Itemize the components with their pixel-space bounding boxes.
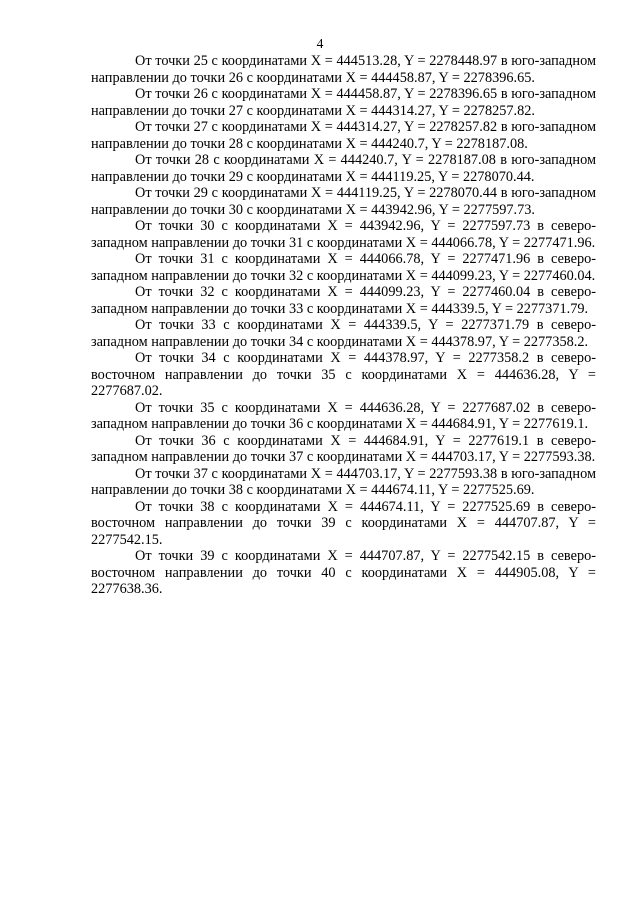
boundary-segment-paragraph: От точки 34 с координатами X = 444378.97, Y = 2277358.2 в северо-восточном направлении до точки 35 с координатами X = 444636.28, Y = 2277687.02.	[91, 350, 596, 399]
page-number: 4	[316, 36, 324, 51]
boundary-segment-paragraph: От точки 25 с координатами X = 444513.28, Y = 2278448.97 в юго-западном направлении до точки 26 с координатами X = 444458.87, Y = 2278396.65.	[91, 53, 596, 86]
boundary-segment-paragraph: От точки 27 с координатами X = 444314.27, Y = 2278257.82 в юго-западном направлении до точки 28 с координатами X = 444240.7, Y = 2278187.08.	[91, 119, 596, 152]
boundary-segment-paragraph: От точки 31 с координатами X = 444066.78, Y = 2277471.96 в северо-западном направлении до точки 32 с координатами X = 444099.23, Y = 2277460.04.	[91, 251, 596, 284]
boundary-segment-paragraph: От точки 35 с координатами X = 444636.28, Y = 2277687.02 в северо-западном направлении до точки 36 с координатами X = 444684.91, Y = 2277619.1.	[91, 399, 596, 432]
boundary-segment-paragraph: От точки 26 с координатами X = 444458.87, Y = 2278396.65 в юго-западном направлении до точки 27 с координатами X = 444314.27, Y = 2278257.82.	[91, 86, 596, 119]
document-body	[91, 53, 596, 598]
boundary-segment-paragraph: От точки 38 с координатами X = 444674.11, Y = 2277525.69 в северо-восточном направлении до точки 39 с координатами X = 444707.87, Y = 2277542.15.	[91, 498, 596, 548]
boundary-segment-paragraph: От точки 37 с координатами X = 444703.17, Y = 2277593.38 в юго-западном направлении до точки 38 с координатами X = 444674.11, Y = 2277525.69.	[91, 465, 596, 498]
boundary-segment-paragraph: От точки 30 с координатами X = 443942.96, Y = 2277597.73 в северо-западном направлении до точки 31 с координатами X = 444066.78, Y = 2277471.96.	[91, 218, 596, 251]
boundary-segment-paragraph: От точки 36 с координатами X = 444684.91, Y = 2277619.1 в северо-западном направлении до точки 37 с координатами X = 444703.17, Y = 2277593.38.	[91, 432, 596, 465]
boundary-segment-paragraph: От точки 32 с координатами X = 444099.23, Y = 2277460.04 в северо-западном направлении до точки 33 с координатами X = 444339.5, Y = 2277371.79.	[91, 284, 596, 317]
boundary-segment-paragraph: От точки 33 с координатами X = 444339.5, Y = 2277371.79 в северо-западном направлении до точки 34 с координатами X = 444378.97, Y = 2277358.2.	[91, 317, 596, 350]
boundary-segment-paragraph: От точки 28 с координатами X = 444240.7, Y = 2278187.08 в юго-западном направлении до точки 29 с координатами X = 444119.25, Y = 2278070.44.	[91, 152, 596, 185]
boundary-segment-paragraph: От точки 29 с координатами X = 444119.25, Y = 2278070.44 в юго-западном направлении до точки 30 с координатами X = 443942.96, Y = 2277597.73.	[91, 185, 596, 218]
boundary-segment-paragraph: От точки 39 с координатами X = 444707.87, Y = 2277542.15 в северо-восточном направлении до точки 40 с координатами X = 444905.08, Y = 2277638.36.	[91, 548, 596, 597]
